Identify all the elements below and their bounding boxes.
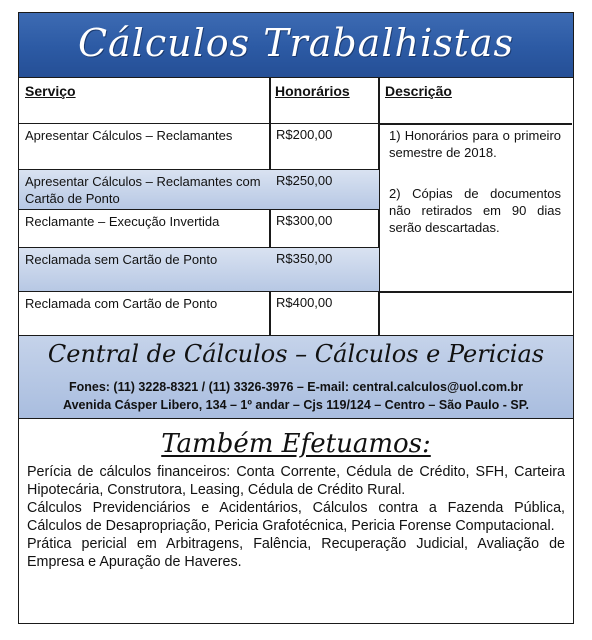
tambem-heading: Também Efetuamos:	[161, 429, 431, 459]
header-descricao: Descrição	[385, 83, 452, 99]
contact-banner	[19, 335, 573, 419]
central-title: Central de Cálculos – Cálculos e Pericias	[47, 340, 545, 368]
honorarios-cell: R$200,00	[276, 127, 333, 142]
servico-cell: Reclamante – Execução Invertida	[25, 214, 220, 229]
service-paragraph: Perícia de cálculos financeiros: Conta Corrente, Cédula de Crédito, SFH, Carteira Hipotecária, Construtora, Leasing, Cédula de Crédito Rural.	[27, 464, 565, 498]
title-banner	[19, 13, 573, 78]
table-row	[19, 123, 379, 169]
services-list	[27, 463, 565, 571]
divider	[379, 291, 572, 293]
address-line: Avenida Cásper Libero, 134 – 1º andar – Cjs 119/124 – Centro – São Paulo - SP.	[63, 398, 529, 412]
honorarios-cell: R$350,00	[276, 251, 333, 266]
table-row	[19, 291, 379, 335]
page-title: Cálculos Trabalhistas	[77, 21, 515, 65]
honorarios-cell: R$400,00	[276, 295, 333, 310]
servico-cell: Reclamada sem Cartão de Ponto	[25, 252, 218, 267]
table-row	[19, 247, 379, 291]
header-honorarios: Honorários	[275, 83, 350, 99]
header-servico: Serviço	[25, 83, 76, 99]
servico-cell: Reclamada com Cartão de Ponto	[25, 296, 218, 311]
service-paragraph: Cálculos Previdenciários e Acidentários, Cálculos contra a Fazenda Pública, Cálculos de Desapropriação, Pericia Grafotécnica, Pericia Forense Computacional.	[27, 500, 565, 534]
descricao-note-2: 2) Cópias de documentos não retirados em 90 dias serão descartadas.	[389, 186, 561, 235]
price-table	[19, 77, 572, 335]
descricao-note-1: 1) Honorários para o primeiro semestre de 2018.	[389, 128, 561, 160]
contact-line: Fones: (11) 3228-8321 / (11) 3326-3976 – E-mail: central.calculos@uol.com.br	[68, 380, 524, 394]
table-row	[19, 169, 379, 209]
honorarios-cell: R$300,00	[276, 213, 333, 228]
flyer-frame	[18, 12, 574, 624]
servico-cell: Apresentar Cálculos – Reclamantes	[25, 128, 233, 143]
divider	[379, 123, 572, 125]
honorarios-cell: R$250,00	[276, 173, 333, 188]
service-paragraph: Prática pericial em Arbitragens, Falência, Recuperação Judicial, Avaliação de Empresa e Apuração de Haveres.	[27, 536, 565, 570]
table-row	[19, 209, 379, 247]
servico-cell: Apresentar Cálculos – Reclamantes com Cartão de Ponto	[25, 174, 261, 206]
